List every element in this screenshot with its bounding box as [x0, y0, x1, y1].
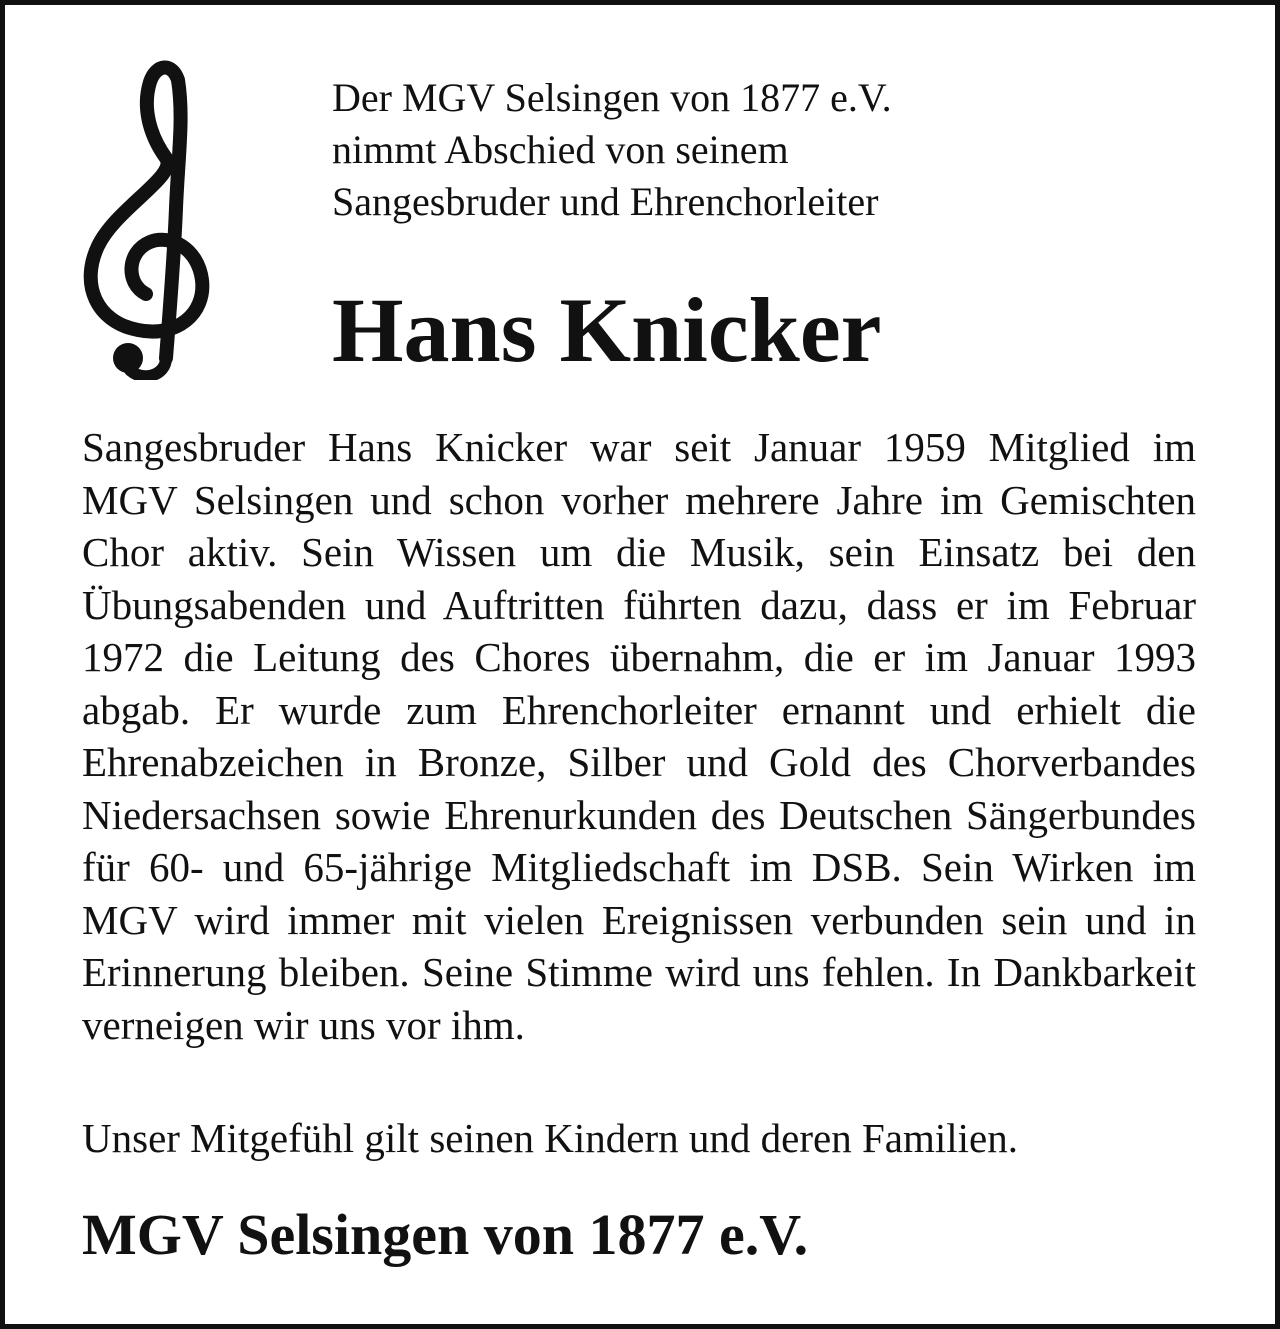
intro-line: nimmt Abschied von seinem [332, 127, 789, 172]
signature: MGV Selsingen von 1877 e.V. [82, 1202, 809, 1267]
obituary-text: Sangesbruder Hans Knicker war seit Januar 1959 Mitglied im MGV Selsingen und schon vorher mehrere Jahre im Gemischten Chor aktiv. Sein Wissen um die Musik, sein Einsatz bei den Übungsabenden und Auftritten führten dazu, dass er im Februar 1972 die Leitung des Chores übernahm, die er im Januar 1993 abgab. Er wurde zum Ehrenchorleiter ernannt und erhielt die Ehrenabzeichen in Bronze, Silber und Gold des Chorverbandes Niedersachsen sowie Ehrenurkunden des Deutschen Sängerbundes für 60- und 65-jährige Mitgliedschaft im DSB. Sein Wirken im MGV wird immer mit vielen Ereignissen verbunden sein und in Erinnerung bleiben. Seine Stimme wird uns fehlen. In Dankbarkeit verneigen wir uns vor ihm. [82, 424, 1196, 1048]
intro-line: Der MGV Selsingen von 1877 e.V. [332, 75, 892, 120]
treble-clef-icon [80, 58, 216, 380]
intro-line: Sangesbruder und Ehrenchorleiter [332, 179, 879, 224]
intro-block [332, 72, 1212, 228]
sympathy-line: Unser Mitgefühl gilt seinen Kindern und deren Familien. [82, 1115, 1018, 1161]
deceased-name: Hans Knicker [332, 279, 882, 381]
